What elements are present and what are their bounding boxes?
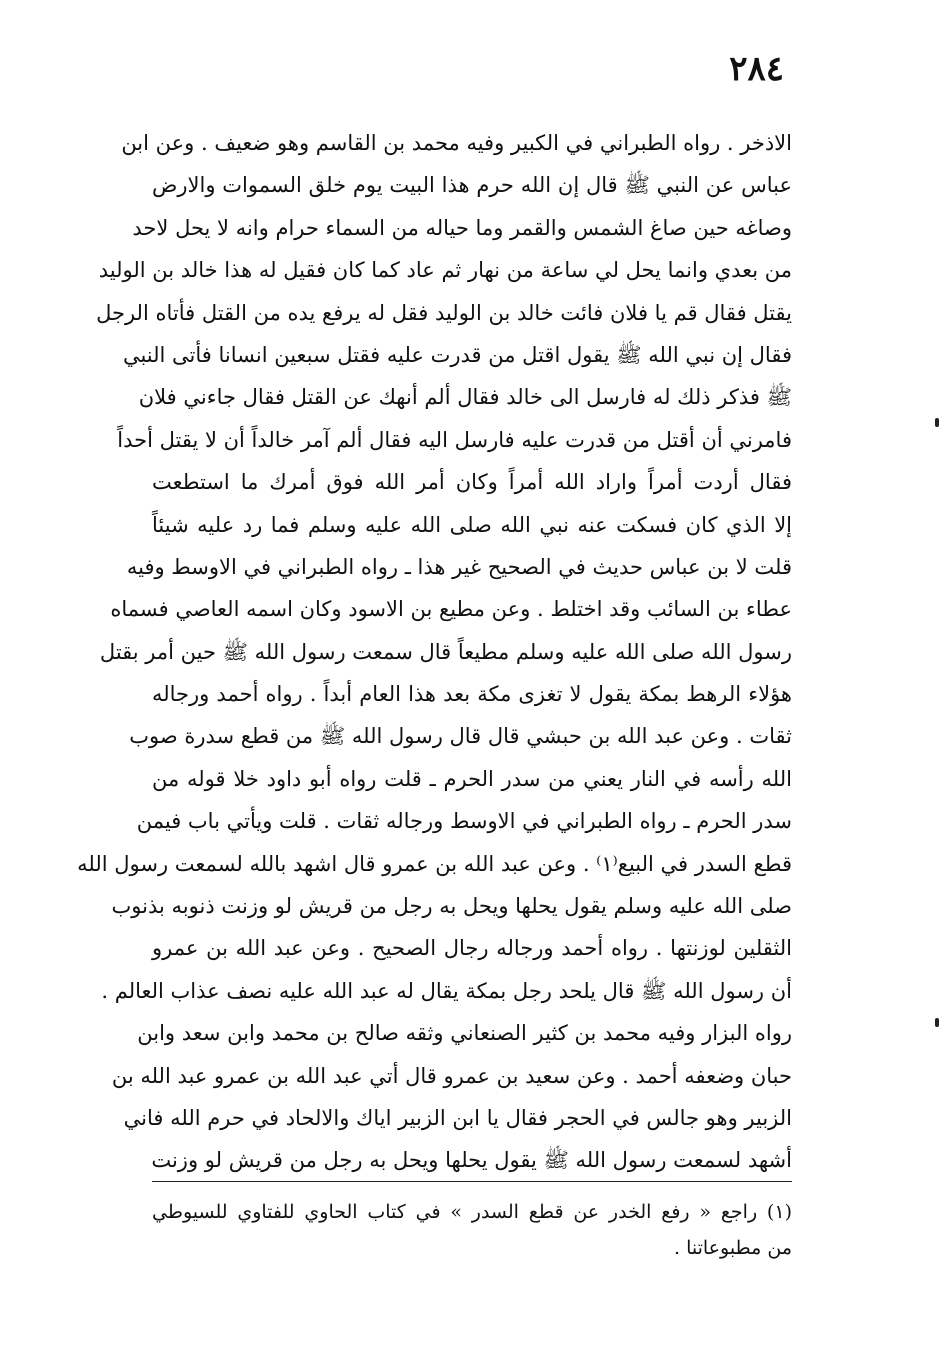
text-line: حبان وضعفه أحمد . وعن سعيد بن عمرو قال أتي عبد الله بن عمرو عبد الله بن <box>111 1063 792 1088</box>
text-line: الاذخر . رواه الطبراني في الكبير وفيه محمد بن القاسم وهو ضعيف . وعن ابن <box>121 131 792 155</box>
footnote-divider <box>152 1181 792 1182</box>
main-text <box>77 122 792 1182</box>
text-line: ﷺ فذكر ذلك له فارسل الى خالد فقال ألم أنهك عن القتل فقال جاءني فلان <box>138 385 792 410</box>
text-line: قلت لا بن عباس حديث في الصحيح غير هذا ـ رواه الطبراني في الاوسط وفيه <box>126 554 792 579</box>
text-line: وصاغه حين صاغ الشمس والقمر وما حياله من السماء حرام وانه لا يحل لاحد <box>132 215 792 240</box>
footnotes <box>152 1194 792 1266</box>
text-line: يقتل فقال قم يا فلان فائت خالد بن الوليد فقل له يرفع يده من القتل فأتاه الرجل <box>96 300 792 325</box>
footnote-line: (١) راجع « رفع الخدر عن قطع السدر » في كتاب الحاوي للفتاوي للسيوطي <box>152 1201 792 1223</box>
text-line: فقال أردت أمراً واراد الله أمراً وكان أمر الله فوق أمرك ما استطعت <box>152 470 792 495</box>
text-line: عطاء بن السائب وقد اختلط . وعن مطيع بن الاسود وكان اسمه العاصي فسماه <box>110 597 792 622</box>
text-line: إلا الذي كان فسكت عنه نبي الله صلى الله عليه وسلم فما رد عليه شيئاً <box>152 512 792 537</box>
text-line: ثقات . وعن عبد الله بن حبشي قال قال رسول الله ﷺ من قطع سدرة صوب <box>129 724 792 749</box>
text-line: صلى الله عليه وسلم يقول يحلها ويحل به رجل من قريش لو وزنت ذنوبه بذنوب <box>111 894 792 919</box>
text-line: أشهد لسمعت رسول الله ﷺ يقول يحلها ويحل به رجل من قريش لو وزنت <box>151 1148 792 1173</box>
text-line: فقال إن نبي الله ﷺ يقول اقتل من قدرت عليه فقتل سبعين انسانا فأتى النبي <box>122 342 792 367</box>
text-line: قطع السدر في البيع⁽١⁾ . وعن عبد الله بن عمرو قال اشهد بالله لسمعت رسول الله <box>77 851 792 876</box>
text-line: عباس عن النبي ﷺ قال إن الله حرم هذا البيت يوم خلق السموات والارض <box>152 173 792 198</box>
text-line: الله رأسه في النار يعني من سدر الحرم ـ قلت رواه أبو داود خلا قوله من <box>152 766 792 791</box>
text-line: أن رسول الله ﷺ قال يلحد رجل بمكة يقال له عبد الله عليه نصف عذاب العالم . <box>101 978 792 1003</box>
text-line: فامرني أن أقتل من قدرت عليه فارسل اليه فقال ألم آمر خالداً أن لا يقتل أحداً <box>117 427 792 452</box>
text-line: رواه البزار وفيه محمد بن كثير الصنعاني وثقه صالح بن محمد وابن سعد وابن <box>137 1021 792 1046</box>
page-number: ٢٨٤ <box>729 49 784 89</box>
text-line: رسول الله صلى الله عليه وسلم مطيعاً قال سمعت رسول الله ﷺ حين أمر بقتل <box>99 639 792 664</box>
text-line: هؤلاء الرهط بمكة يقول لا تغزى مكة بعد هذا العام أبداً . رواه أحمد ورجاله <box>152 682 792 707</box>
text-line: من بعدي وانما يحل لي ساعة من نهار ثم عاد كما كان فقيل له هذا خالد بن الوليد <box>98 258 792 283</box>
text-line: الثقلين لوزنتها . رواه أحمد ورجاله رجال الصحيح . وعن عبد الله بن عمرو <box>152 936 792 961</box>
margin-mark <box>935 418 939 427</box>
footnote-line: من مطبوعاتنا . <box>673 1237 792 1259</box>
text-line: سدر الحرم ـ رواه الطبراني في الاوسط ورجاله ثقات . قلت ويأتي باب فيمن <box>136 809 792 834</box>
margin-mark <box>935 1018 939 1027</box>
text-line: الزبير وهو جالس في الحجر فقال يا ابن الزبير اياك والالحاد في حرم الله فاني <box>123 1105 792 1130</box>
